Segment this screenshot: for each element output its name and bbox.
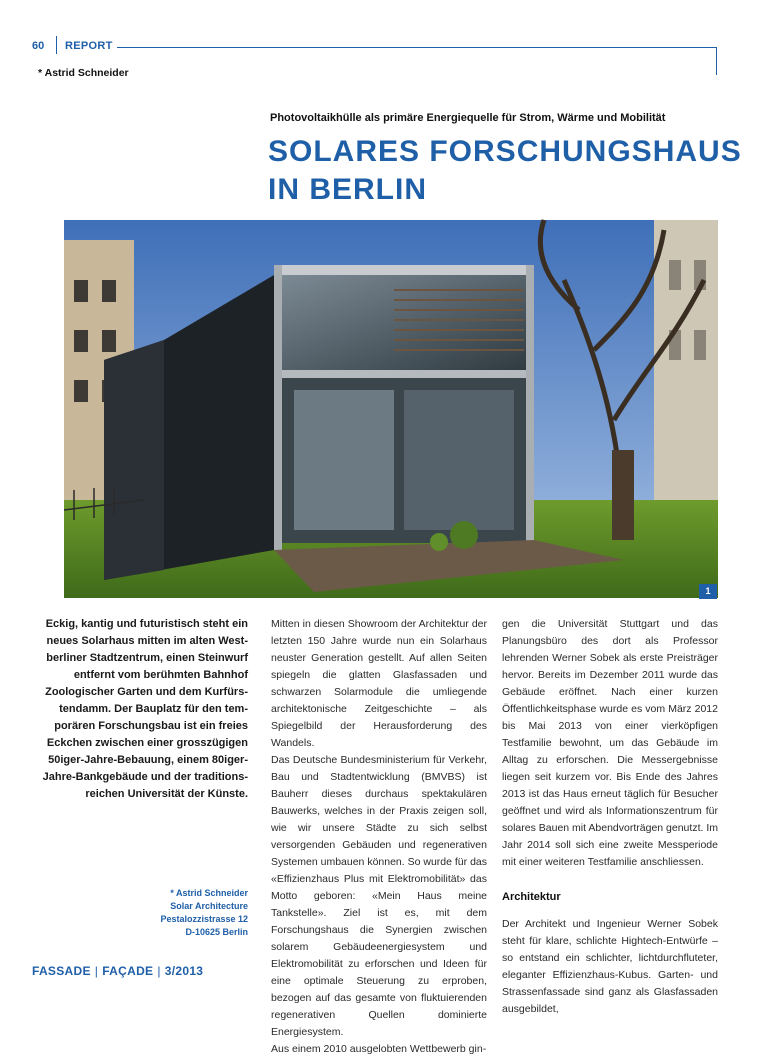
address-company: Solar Architecture [170, 901, 248, 911]
solar-house-photo [64, 220, 718, 598]
author-address [130, 887, 248, 939]
header-rule-tick [716, 47, 717, 75]
magazine-footer [32, 964, 203, 978]
article-lead: Eckig, kantig und futuristisch steht ein neues Solarhaus mitten im alten West-berliner Stadtzentrum, einen Steinwurf entfernt vom berühmten Bahnhof Zoologischer Garten und dem Kurfürs-tendamm. Der Bauplatz für den tem-porären Forschungsbau ist ein freies Eckchen zwischen einer grosszügigen 50iger-Jahre-Bebauung, einem 80iger-Jahre-Bankgebäude und der traditions-reichen Universität der Künste. [42, 618, 248, 800]
magazine-name-alt: FAÇADE [102, 964, 154, 978]
section-label: REPORT [65, 40, 113, 52]
header-divider [56, 36, 57, 54]
body-paragraph: Mitten in diesen Showroom der Architektur der letzten 150 Jahre wurde nun ein Solarhaus neuster Generation gestellt. Auf allen Seiten spiegeln die glatten Glasfassaden und schwarzen Solarmodule die umliegende architektonische Zeitgeschichte – als Spiegelbild der Herausforderung des Wandels. [271, 618, 487, 749]
article-kicker: Photovoltaikhülle als primäre Energiequelle für Strom, Wärme und Mobilität [270, 112, 666, 124]
body-paragraph: Das Deutsche Bundesministerium für Verkehr, Bau und Stadtentwicklung (BMVBS) ist Bauherr dieses durchaus spektakulären Bauwerks, welches in der Praxis zeigen soll, wie wir unsere Städte zu sich selbst versorgenden Gebäuden und regenerativen Systemen umbauen können. So wurde für das «Effizienzhaus Plus mit Elektromobilität» das Motto geboren: «Mein Haus meine Tankstelle». Ziel ist es, mit dem Forschungshaus die Synergien zwischen solarem Gebäudeenergiesystem und Elektromobilität zu erforschen und Ideen für eine optimale Steuerung zu erproben, bezogen auf das gesamte von fluktuierenden regenerativen Quellen dominierte Energiesystem. [271, 754, 487, 1038]
address-street: Pestalozzistrasse 12 [160, 914, 248, 924]
section-subhead: Architektur [502, 891, 561, 903]
footer-separator: | [94, 964, 99, 978]
header-rule [117, 47, 717, 48]
article-headline [268, 133, 742, 209]
footer-separator: | [157, 964, 161, 978]
page-number: 60 [32, 40, 45, 52]
body-column-right [502, 616, 718, 1018]
body-paragraph: Aus einem 2010 ausgelobten Wettbewerb gin- [271, 1043, 487, 1055]
body-column-middle [271, 616, 487, 1058]
figure-number-badge: 1 [699, 584, 717, 599]
magazine-name: FASSADE [32, 964, 91, 978]
body-paragraph: Der Architekt und Ingenieur Werner Sobek steht für klare, schlichte Hightech-Entwürfe – so entstand ein schlichter, lichtdurchfluteter, eleganter Effizienzhaus-Kubus. Garten- und Strassenfassade sind ganz als Glasfassaden ausgebildet, [502, 918, 718, 1015]
headline-line-2: IN BERLIN [268, 173, 427, 206]
address-name: * Astrid Schneider [170, 888, 248, 898]
issue-number: 3/2013 [164, 964, 204, 978]
headline-line-1: SOLARES FORSCHUNGSHAUS [268, 135, 742, 168]
body-paragraph: gen die Universität Stuttgart und das Planungsbüro des dort als Professor lehrenden Werner Sobek als erste Preisträger hervor. Bereits im Dezember 2011 wurde das Gebäude eröffnet. Nach einer kurzen Öffentlichkeitsphase wurde es vom März 2012 bis Mai 2013 von einer vierköpfigen Testfamilie bewohnt, um das Gebäude im Alltag zu erforschen. Die Messergebnisse liegen seit kurzem vor. Bis Ende des Jahres 2013 ist das Haus erneut täglich für Besucher geöffnet und wird als Informationszentrum für solares Bauen mit Abendvorträgen genutzt. Im Jahr 2014 soll sich eine zweite Messperiode mit einer weiteren Testfamilie anschliessen. [502, 618, 718, 868]
author-byline: * Astrid Schneider [38, 67, 129, 79]
address-city: D-10625 Berlin [185, 927, 248, 937]
